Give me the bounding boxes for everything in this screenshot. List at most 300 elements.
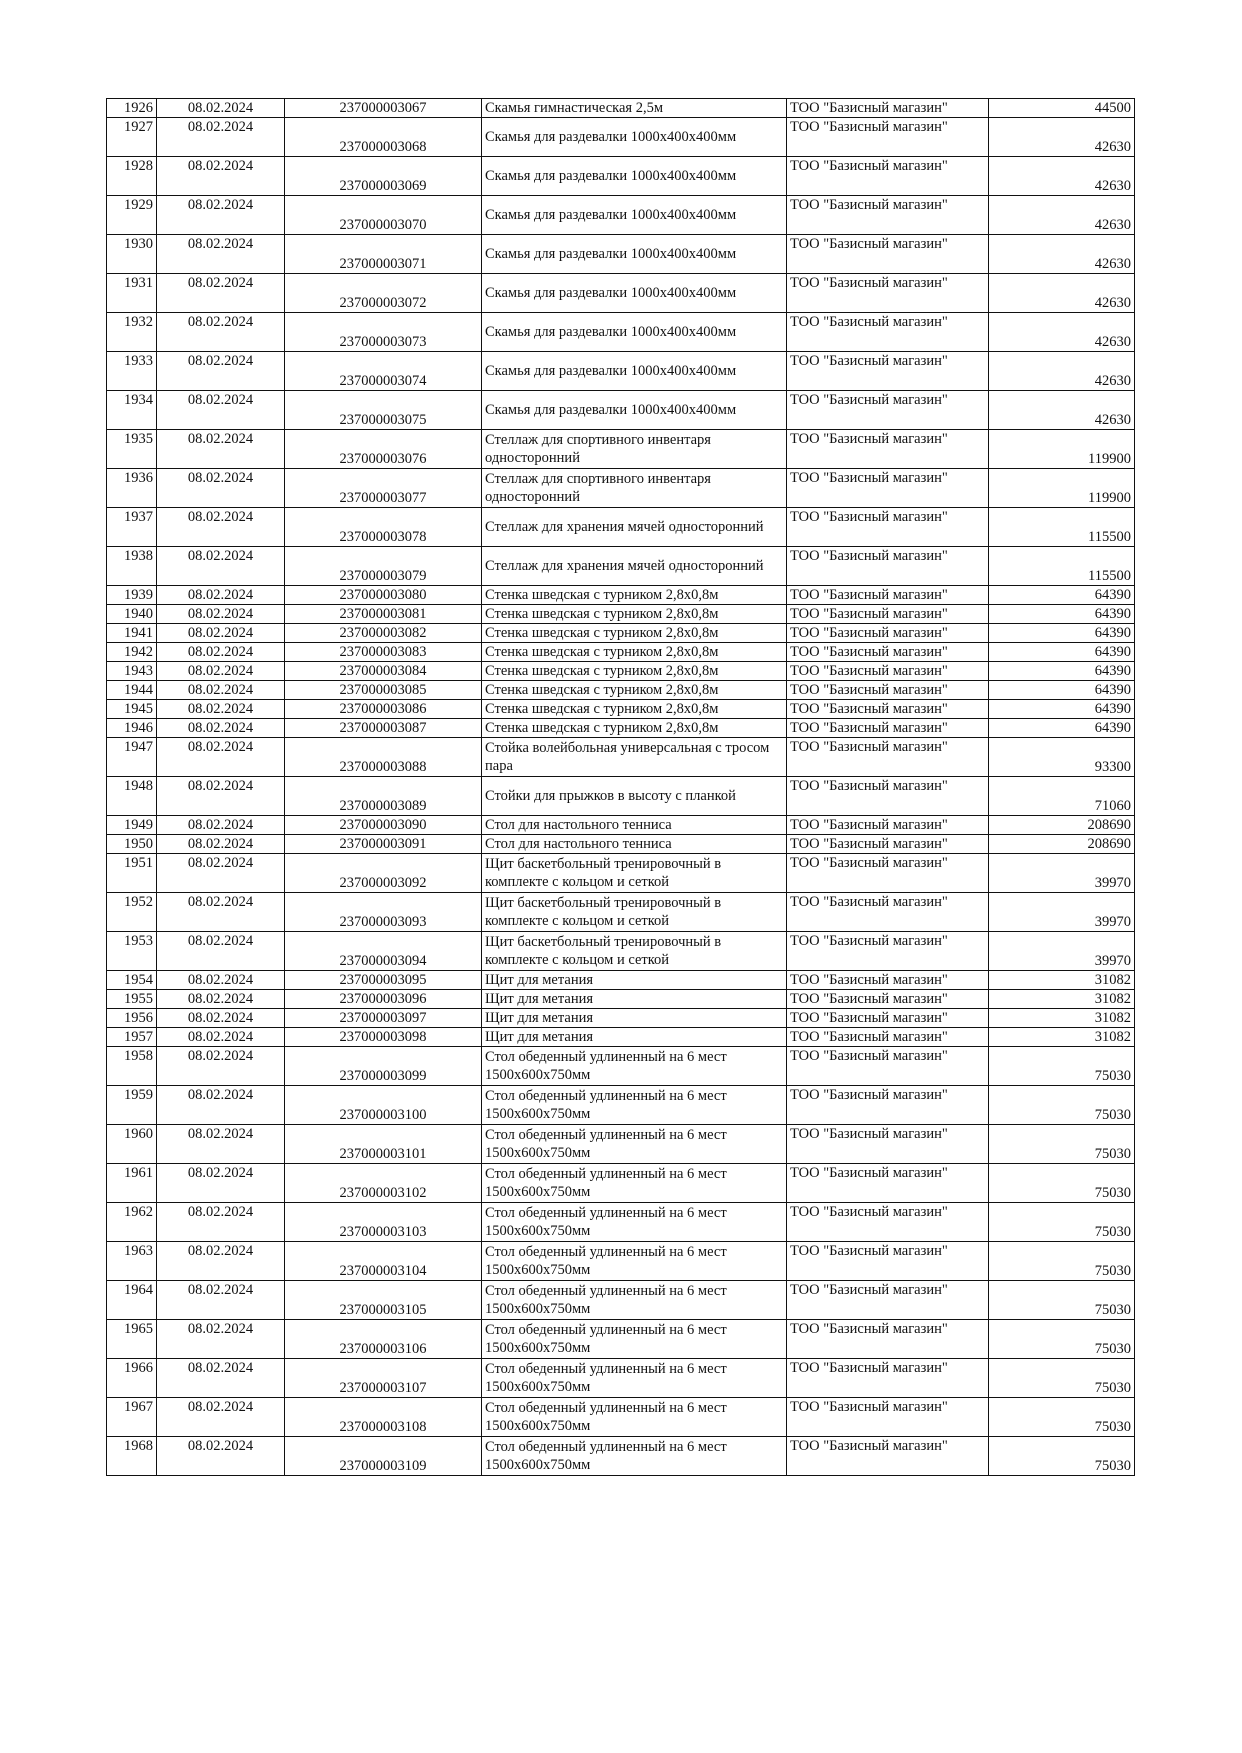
date-cell: 08.02.2024 (157, 624, 285, 643)
table-row (107, 816, 1135, 835)
item-name-cell: Скамья для раздевалки 1000х400х400мм (482, 313, 787, 352)
amount-cell: 42630 (989, 157, 1135, 196)
inventory-code-cell: 237000003096 (285, 990, 482, 1009)
inventory-code-cell: 237000003094 (285, 932, 482, 971)
inventory-code-cell: 237000003082 (285, 624, 482, 643)
table-row (107, 681, 1135, 700)
supplier-cell: ТОО "Базисный магазин" (787, 1009, 989, 1028)
supplier-cell: ТОО "Базисный магазин" (787, 1398, 989, 1437)
date-cell: 08.02.2024 (157, 274, 285, 313)
date-cell: 08.02.2024 (157, 1398, 285, 1437)
inventory-code-cell: 237000003070 (285, 196, 482, 235)
row-number-cell: 1960 (107, 1125, 157, 1164)
amount-cell: 31082 (989, 1028, 1135, 1047)
row-number-cell: 1938 (107, 547, 157, 586)
inventory-code-cell: 237000003078 (285, 508, 482, 547)
inventory-code-cell: 237000003099 (285, 1047, 482, 1086)
table-row (107, 893, 1135, 932)
amount-cell: 31082 (989, 971, 1135, 990)
amount-cell: 42630 (989, 118, 1135, 157)
row-number-cell: 1942 (107, 643, 157, 662)
item-name-cell: Стеллаж для хранения мячей односторонний (482, 508, 787, 547)
table-row (107, 1437, 1135, 1476)
inventory-code-cell: 237000003084 (285, 662, 482, 681)
amount-cell: 64390 (989, 624, 1135, 643)
item-name-cell: Скамья для раздевалки 1000х400х400мм (482, 391, 787, 430)
table-row (107, 586, 1135, 605)
supplier-cell: ТОО "Базисный магазин" (787, 624, 989, 643)
supplier-cell: ТОО "Базисный магазин" (787, 1359, 989, 1398)
inventory-code-cell: 237000003103 (285, 1203, 482, 1242)
item-name-cell: Стенка шведская с турником 2,8х0,8м (482, 643, 787, 662)
row-number-cell: 1930 (107, 235, 157, 274)
amount-cell: 75030 (989, 1320, 1135, 1359)
amount-cell: 39970 (989, 932, 1135, 971)
row-number-cell: 1967 (107, 1398, 157, 1437)
item-name-cell: Щит баскетбольный тренировочный в комплекте с кольцом и сеткой (482, 854, 787, 893)
row-number-cell: 1941 (107, 624, 157, 643)
row-number-cell: 1926 (107, 99, 157, 118)
date-cell: 08.02.2024 (157, 971, 285, 990)
supplier-cell: ТОО "Базисный магазин" (787, 854, 989, 893)
inventory-code-cell: 237000003106 (285, 1320, 482, 1359)
table-row (107, 547, 1135, 586)
supplier-cell: ТОО "Базисный магазин" (787, 990, 989, 1009)
inventory-code-cell: 237000003093 (285, 893, 482, 932)
item-name-cell: Скамья гимнастическая 2,5м (482, 99, 787, 118)
row-number-cell: 1944 (107, 681, 157, 700)
supplier-cell: ТОО "Базисный магазин" (787, 738, 989, 777)
table-row (107, 835, 1135, 854)
amount-cell: 115500 (989, 508, 1135, 547)
row-number-cell: 1958 (107, 1047, 157, 1086)
inventory-code-cell: 237000003067 (285, 99, 482, 118)
item-name-cell: Щит баскетбольный тренировочный в комплекте с кольцом и сеткой (482, 893, 787, 932)
amount-cell: 42630 (989, 196, 1135, 235)
table-row (107, 469, 1135, 508)
amount-cell: 42630 (989, 274, 1135, 313)
amount-cell: 75030 (989, 1359, 1135, 1398)
date-cell: 08.02.2024 (157, 118, 285, 157)
table-row (107, 118, 1135, 157)
row-number-cell: 1950 (107, 835, 157, 854)
supplier-cell: ТОО "Базисный магазин" (787, 196, 989, 235)
row-number-cell: 1929 (107, 196, 157, 235)
row-number-cell: 1939 (107, 586, 157, 605)
item-name-cell: Стол обеденный удлиненный на 6 мест 1500х600х750мм (482, 1047, 787, 1086)
date-cell: 08.02.2024 (157, 777, 285, 816)
date-cell: 08.02.2024 (157, 1086, 285, 1125)
supplier-cell: ТОО "Базисный магазин" (787, 99, 989, 118)
table-row (107, 1009, 1135, 1028)
item-name-cell: Стенка шведская с турником 2,8х0,8м (482, 700, 787, 719)
inventory-code-cell: 237000003083 (285, 643, 482, 662)
supplier-cell: ТОО "Базисный магазин" (787, 1242, 989, 1281)
row-number-cell: 1965 (107, 1320, 157, 1359)
row-number-cell: 1954 (107, 971, 157, 990)
table-row (107, 313, 1135, 352)
amount-cell: 42630 (989, 313, 1135, 352)
amount-cell: 42630 (989, 352, 1135, 391)
row-number-cell: 1966 (107, 1359, 157, 1398)
amount-cell: 75030 (989, 1281, 1135, 1320)
amount-cell: 75030 (989, 1203, 1135, 1242)
row-number-cell: 1947 (107, 738, 157, 777)
item-name-cell: Стеллаж для спортивного инвентаря односторонний (482, 430, 787, 469)
date-cell: 08.02.2024 (157, 681, 285, 700)
date-cell: 08.02.2024 (157, 893, 285, 932)
supplier-cell: ТОО "Базисный магазин" (787, 1281, 989, 1320)
table-row (107, 971, 1135, 990)
table-row (107, 990, 1135, 1009)
inventory-code-cell: 237000003101 (285, 1125, 482, 1164)
date-cell: 08.02.2024 (157, 1242, 285, 1281)
supplier-cell: ТОО "Базисный магазин" (787, 662, 989, 681)
supplier-cell: ТОО "Базисный магазин" (787, 700, 989, 719)
table-row (107, 643, 1135, 662)
item-name-cell: Скамья для раздевалки 1000х400х400мм (482, 118, 787, 157)
inventory-code-cell: 237000003105 (285, 1281, 482, 1320)
inventory-code-cell: 237000003073 (285, 313, 482, 352)
supplier-cell: ТОО "Базисный магазин" (787, 1047, 989, 1086)
supplier-cell: ТОО "Базисный магазин" (787, 313, 989, 352)
row-number-cell: 1968 (107, 1437, 157, 1476)
row-number-cell: 1937 (107, 508, 157, 547)
table-row (107, 1398, 1135, 1437)
amount-cell: 75030 (989, 1125, 1135, 1164)
item-name-cell: Стол обеденный удлиненный на 6 мест 1500х600х750мм (482, 1242, 787, 1281)
table-row (107, 1242, 1135, 1281)
inventory-code-cell: 237000003089 (285, 777, 482, 816)
inventory-code-cell: 237000003072 (285, 274, 482, 313)
item-name-cell: Стенка шведская с турником 2,8х0,8м (482, 719, 787, 738)
date-cell: 08.02.2024 (157, 313, 285, 352)
row-number-cell: 1955 (107, 990, 157, 1009)
date-cell: 08.02.2024 (157, 738, 285, 777)
supplier-cell: ТОО "Базисный магазин" (787, 1164, 989, 1203)
item-name-cell: Скамья для раздевалки 1000х400х400мм (482, 157, 787, 196)
table-row (107, 854, 1135, 893)
supplier-cell: ТОО "Базисный магазин" (787, 816, 989, 835)
supplier-cell: ТОО "Базисный магазин" (787, 1320, 989, 1359)
inventory-code-cell: 237000003087 (285, 719, 482, 738)
table-row (107, 738, 1135, 777)
table-row (107, 1320, 1135, 1359)
row-number-cell: 1951 (107, 854, 157, 893)
date-cell: 08.02.2024 (157, 391, 285, 430)
date-cell: 08.02.2024 (157, 1125, 285, 1164)
table-row (107, 1203, 1135, 1242)
amount-cell: 75030 (989, 1086, 1135, 1125)
supplier-cell: ТОО "Базисный магазин" (787, 352, 989, 391)
amount-cell: 119900 (989, 469, 1135, 508)
table-row (107, 1125, 1135, 1164)
row-number-cell: 1952 (107, 893, 157, 932)
amount-cell: 42630 (989, 235, 1135, 274)
supplier-cell: ТОО "Базисный магазин" (787, 605, 989, 624)
item-name-cell: Стенка шведская с турником 2,8х0,8м (482, 662, 787, 681)
item-name-cell: Стол обеденный удлиненный на 6 мест 1500х600х750мм (482, 1086, 787, 1125)
supplier-cell: ТОО "Базисный магазин" (787, 893, 989, 932)
row-number-cell: 1959 (107, 1086, 157, 1125)
inventory-code-cell: 237000003079 (285, 547, 482, 586)
supplier-cell: ТОО "Базисный магазин" (787, 1437, 989, 1476)
date-cell: 08.02.2024 (157, 586, 285, 605)
supplier-cell: ТОО "Базисный магазин" (787, 274, 989, 313)
row-number-cell: 1932 (107, 313, 157, 352)
amount-cell: 115500 (989, 547, 1135, 586)
inventory-code-cell: 237000003077 (285, 469, 482, 508)
date-cell: 08.02.2024 (157, 1028, 285, 1047)
inventory-code-cell: 237000003086 (285, 700, 482, 719)
item-name-cell: Стол для настольного тенниса (482, 816, 787, 835)
supplier-cell: ТОО "Базисный магазин" (787, 971, 989, 990)
date-cell: 08.02.2024 (157, 700, 285, 719)
amount-cell: 39970 (989, 854, 1135, 893)
date-cell: 08.02.2024 (157, 1437, 285, 1476)
date-cell: 08.02.2024 (157, 605, 285, 624)
item-name-cell: Стойки для прыжков в высоту с планкой (482, 777, 787, 816)
row-number-cell: 1927 (107, 118, 157, 157)
item-name-cell: Стол обеденный удлиненный на 6 мест 1500х600х750мм (482, 1398, 787, 1437)
table-row (107, 235, 1135, 274)
amount-cell: 208690 (989, 816, 1135, 835)
item-name-cell: Стойка волейбольная универсальная с тросом пара (482, 738, 787, 777)
table-row (107, 700, 1135, 719)
item-name-cell: Стол обеденный удлиненный на 6 мест 1500х600х750мм (482, 1164, 787, 1203)
amount-cell: 64390 (989, 586, 1135, 605)
date-cell: 08.02.2024 (157, 854, 285, 893)
item-name-cell: Скамья для раздевалки 1000х400х400мм (482, 352, 787, 391)
row-number-cell: 1963 (107, 1242, 157, 1281)
inventory-code-cell: 237000003074 (285, 352, 482, 391)
row-number-cell: 1928 (107, 157, 157, 196)
supplier-cell: ТОО "Базисный магазин" (787, 643, 989, 662)
supplier-cell: ТОО "Базисный магазин" (787, 1125, 989, 1164)
amount-cell: 42630 (989, 391, 1135, 430)
table-row (107, 1047, 1135, 1086)
row-number-cell: 1961 (107, 1164, 157, 1203)
amount-cell: 75030 (989, 1047, 1135, 1086)
supplier-cell: ТОО "Базисный магазин" (787, 681, 989, 700)
item-name-cell: Стол обеденный удлиненный на 6 мест 1500х600х750мм (482, 1203, 787, 1242)
row-number-cell: 1964 (107, 1281, 157, 1320)
date-cell: 08.02.2024 (157, 1320, 285, 1359)
item-name-cell: Стол для настольного тенниса (482, 835, 787, 854)
date-cell: 08.02.2024 (157, 1281, 285, 1320)
date-cell: 08.02.2024 (157, 662, 285, 681)
table-row (107, 274, 1135, 313)
inventory-code-cell: 237000003109 (285, 1437, 482, 1476)
inventory-code-cell: 237000003098 (285, 1028, 482, 1047)
inventory-code-cell: 237000003076 (285, 430, 482, 469)
table-row (107, 1086, 1135, 1125)
date-cell: 08.02.2024 (157, 990, 285, 1009)
inventory-table-body (107, 99, 1135, 1476)
item-name-cell: Стенка шведская с турником 2,8х0,8м (482, 624, 787, 643)
inventory-code-cell: 237000003091 (285, 835, 482, 854)
row-number-cell: 1956 (107, 1009, 157, 1028)
inventory-code-cell: 237000003104 (285, 1242, 482, 1281)
amount-cell: 64390 (989, 662, 1135, 681)
date-cell: 08.02.2024 (157, 1047, 285, 1086)
date-cell: 08.02.2024 (157, 719, 285, 738)
row-number-cell: 1962 (107, 1203, 157, 1242)
supplier-cell: ТОО "Базисный магазин" (787, 586, 989, 605)
item-name-cell: Стеллаж для хранения мячей односторонний (482, 547, 787, 586)
item-name-cell: Щит для метания (482, 1009, 787, 1028)
row-number-cell: 1935 (107, 430, 157, 469)
amount-cell: 119900 (989, 430, 1135, 469)
date-cell: 08.02.2024 (157, 932, 285, 971)
amount-cell: 75030 (989, 1164, 1135, 1203)
row-number-cell: 1934 (107, 391, 157, 430)
item-name-cell: Стеллаж для спортивного инвентаря односторонний (482, 469, 787, 508)
inventory-code-cell: 237000003069 (285, 157, 482, 196)
table-row (107, 430, 1135, 469)
amount-cell: 75030 (989, 1242, 1135, 1281)
table-row (107, 99, 1135, 118)
row-number-cell: 1940 (107, 605, 157, 624)
item-name-cell: Щит баскетбольный тренировочный в комплекте с кольцом и сеткой (482, 932, 787, 971)
row-number-cell: 1945 (107, 700, 157, 719)
supplier-cell: ТОО "Базисный магазин" (787, 1028, 989, 1047)
supplier-cell: ТОО "Базисный магазин" (787, 118, 989, 157)
inventory-code-cell: 237000003071 (285, 235, 482, 274)
amount-cell: 64390 (989, 605, 1135, 624)
inventory-code-cell: 237000003081 (285, 605, 482, 624)
row-number-cell: 1953 (107, 932, 157, 971)
inventory-code-cell: 237000003075 (285, 391, 482, 430)
item-name-cell: Стол обеденный удлиненный на 6 мест 1500х600х750мм (482, 1437, 787, 1476)
date-cell: 08.02.2024 (157, 99, 285, 118)
row-number-cell: 1936 (107, 469, 157, 508)
supplier-cell: ТОО "Базисный магазин" (787, 547, 989, 586)
date-cell: 08.02.2024 (157, 508, 285, 547)
amount-cell: 39970 (989, 893, 1135, 932)
item-name-cell: Стол обеденный удлиненный на 6 мест 1500х600х750мм (482, 1359, 787, 1398)
table-row (107, 352, 1135, 391)
row-number-cell: 1957 (107, 1028, 157, 1047)
item-name-cell: Стол обеденный удлиненный на 6 мест 1500х600х750мм (482, 1125, 787, 1164)
table-row (107, 932, 1135, 971)
date-cell: 08.02.2024 (157, 430, 285, 469)
inventory-code-cell: 237000003090 (285, 816, 482, 835)
supplier-cell: ТОО "Базисный магазин" (787, 430, 989, 469)
supplier-cell: ТОО "Базисный магазин" (787, 157, 989, 196)
table-row (107, 1164, 1135, 1203)
date-cell: 08.02.2024 (157, 235, 285, 274)
inventory-code-cell: 237000003080 (285, 586, 482, 605)
inventory-code-cell: 237000003095 (285, 971, 482, 990)
supplier-cell: ТОО "Базисный магазин" (787, 777, 989, 816)
inventory-code-cell: 237000003100 (285, 1086, 482, 1125)
item-name-cell: Стенка шведская с турником 2,8х0,8м (482, 605, 787, 624)
supplier-cell: ТОО "Базисный магазин" (787, 932, 989, 971)
amount-cell: 31082 (989, 1009, 1135, 1028)
supplier-cell: ТОО "Базисный магазин" (787, 719, 989, 738)
table-row (107, 1281, 1135, 1320)
table-row (107, 662, 1135, 681)
inventory-code-cell: 237000003102 (285, 1164, 482, 1203)
inventory-code-cell: 237000003068 (285, 118, 482, 157)
inventory-code-cell: 237000003097 (285, 1009, 482, 1028)
item-name-cell: Скамья для раздевалки 1000х400х400мм (482, 235, 787, 274)
table-row (107, 624, 1135, 643)
inventory-code-cell: 237000003092 (285, 854, 482, 893)
table-row (107, 1359, 1135, 1398)
table-row (107, 777, 1135, 816)
date-cell: 08.02.2024 (157, 157, 285, 196)
row-number-cell: 1948 (107, 777, 157, 816)
table-row (107, 605, 1135, 624)
amount-cell: 64390 (989, 700, 1135, 719)
date-cell: 08.02.2024 (157, 1203, 285, 1242)
item-name-cell: Щит для метания (482, 1028, 787, 1047)
date-cell: 08.02.2024 (157, 352, 285, 391)
amount-cell: 31082 (989, 990, 1135, 1009)
supplier-cell: ТОО "Базисный магазин" (787, 391, 989, 430)
row-number-cell: 1943 (107, 662, 157, 681)
table-row (107, 157, 1135, 196)
item-name-cell: Стенка шведская с турником 2,8х0,8м (482, 681, 787, 700)
amount-cell: 44500 (989, 99, 1135, 118)
item-name-cell: Скамья для раздевалки 1000х400х400мм (482, 196, 787, 235)
item-name-cell: Скамья для раздевалки 1000х400х400мм (482, 274, 787, 313)
amount-cell: 75030 (989, 1398, 1135, 1437)
date-cell: 08.02.2024 (157, 1359, 285, 1398)
item-name-cell: Щит для метания (482, 971, 787, 990)
table-row (107, 196, 1135, 235)
supplier-cell: ТОО "Базисный магазин" (787, 235, 989, 274)
date-cell: 08.02.2024 (157, 196, 285, 235)
inventory-code-cell: 237000003085 (285, 681, 482, 700)
date-cell: 08.02.2024 (157, 469, 285, 508)
inventory-code-cell: 237000003107 (285, 1359, 482, 1398)
date-cell: 08.02.2024 (157, 643, 285, 662)
supplier-cell: ТОО "Базисный магазин" (787, 1086, 989, 1125)
inventory-code-cell: 237000003088 (285, 738, 482, 777)
supplier-cell: ТОО "Базисный магазин" (787, 835, 989, 854)
amount-cell: 64390 (989, 681, 1135, 700)
table-row (107, 391, 1135, 430)
row-number-cell: 1949 (107, 816, 157, 835)
amount-cell: 75030 (989, 1437, 1135, 1476)
table-row (107, 719, 1135, 738)
date-cell: 08.02.2024 (157, 1164, 285, 1203)
date-cell: 08.02.2024 (157, 1009, 285, 1028)
item-name-cell: Щит для метания (482, 990, 787, 1009)
date-cell: 08.02.2024 (157, 835, 285, 854)
row-number-cell: 1933 (107, 352, 157, 391)
inventory-code-cell: 237000003108 (285, 1398, 482, 1437)
amount-cell: 71060 (989, 777, 1135, 816)
amount-cell: 93300 (989, 738, 1135, 777)
item-name-cell: Стенка шведская с турником 2,8х0,8м (482, 586, 787, 605)
row-number-cell: 1946 (107, 719, 157, 738)
amount-cell: 64390 (989, 719, 1135, 738)
supplier-cell: ТОО "Базисный магазин" (787, 508, 989, 547)
supplier-cell: ТОО "Базисный магазин" (787, 1203, 989, 1242)
item-name-cell: Стол обеденный удлиненный на 6 мест 1500х600х750мм (482, 1320, 787, 1359)
item-name-cell: Стол обеденный удлиненный на 6 мест 1500х600х750мм (482, 1281, 787, 1320)
table-row (107, 1028, 1135, 1047)
date-cell: 08.02.2024 (157, 816, 285, 835)
inventory-table (106, 98, 1135, 1476)
row-number-cell: 1931 (107, 274, 157, 313)
amount-cell: 64390 (989, 643, 1135, 662)
supplier-cell: ТОО "Базисный магазин" (787, 469, 989, 508)
